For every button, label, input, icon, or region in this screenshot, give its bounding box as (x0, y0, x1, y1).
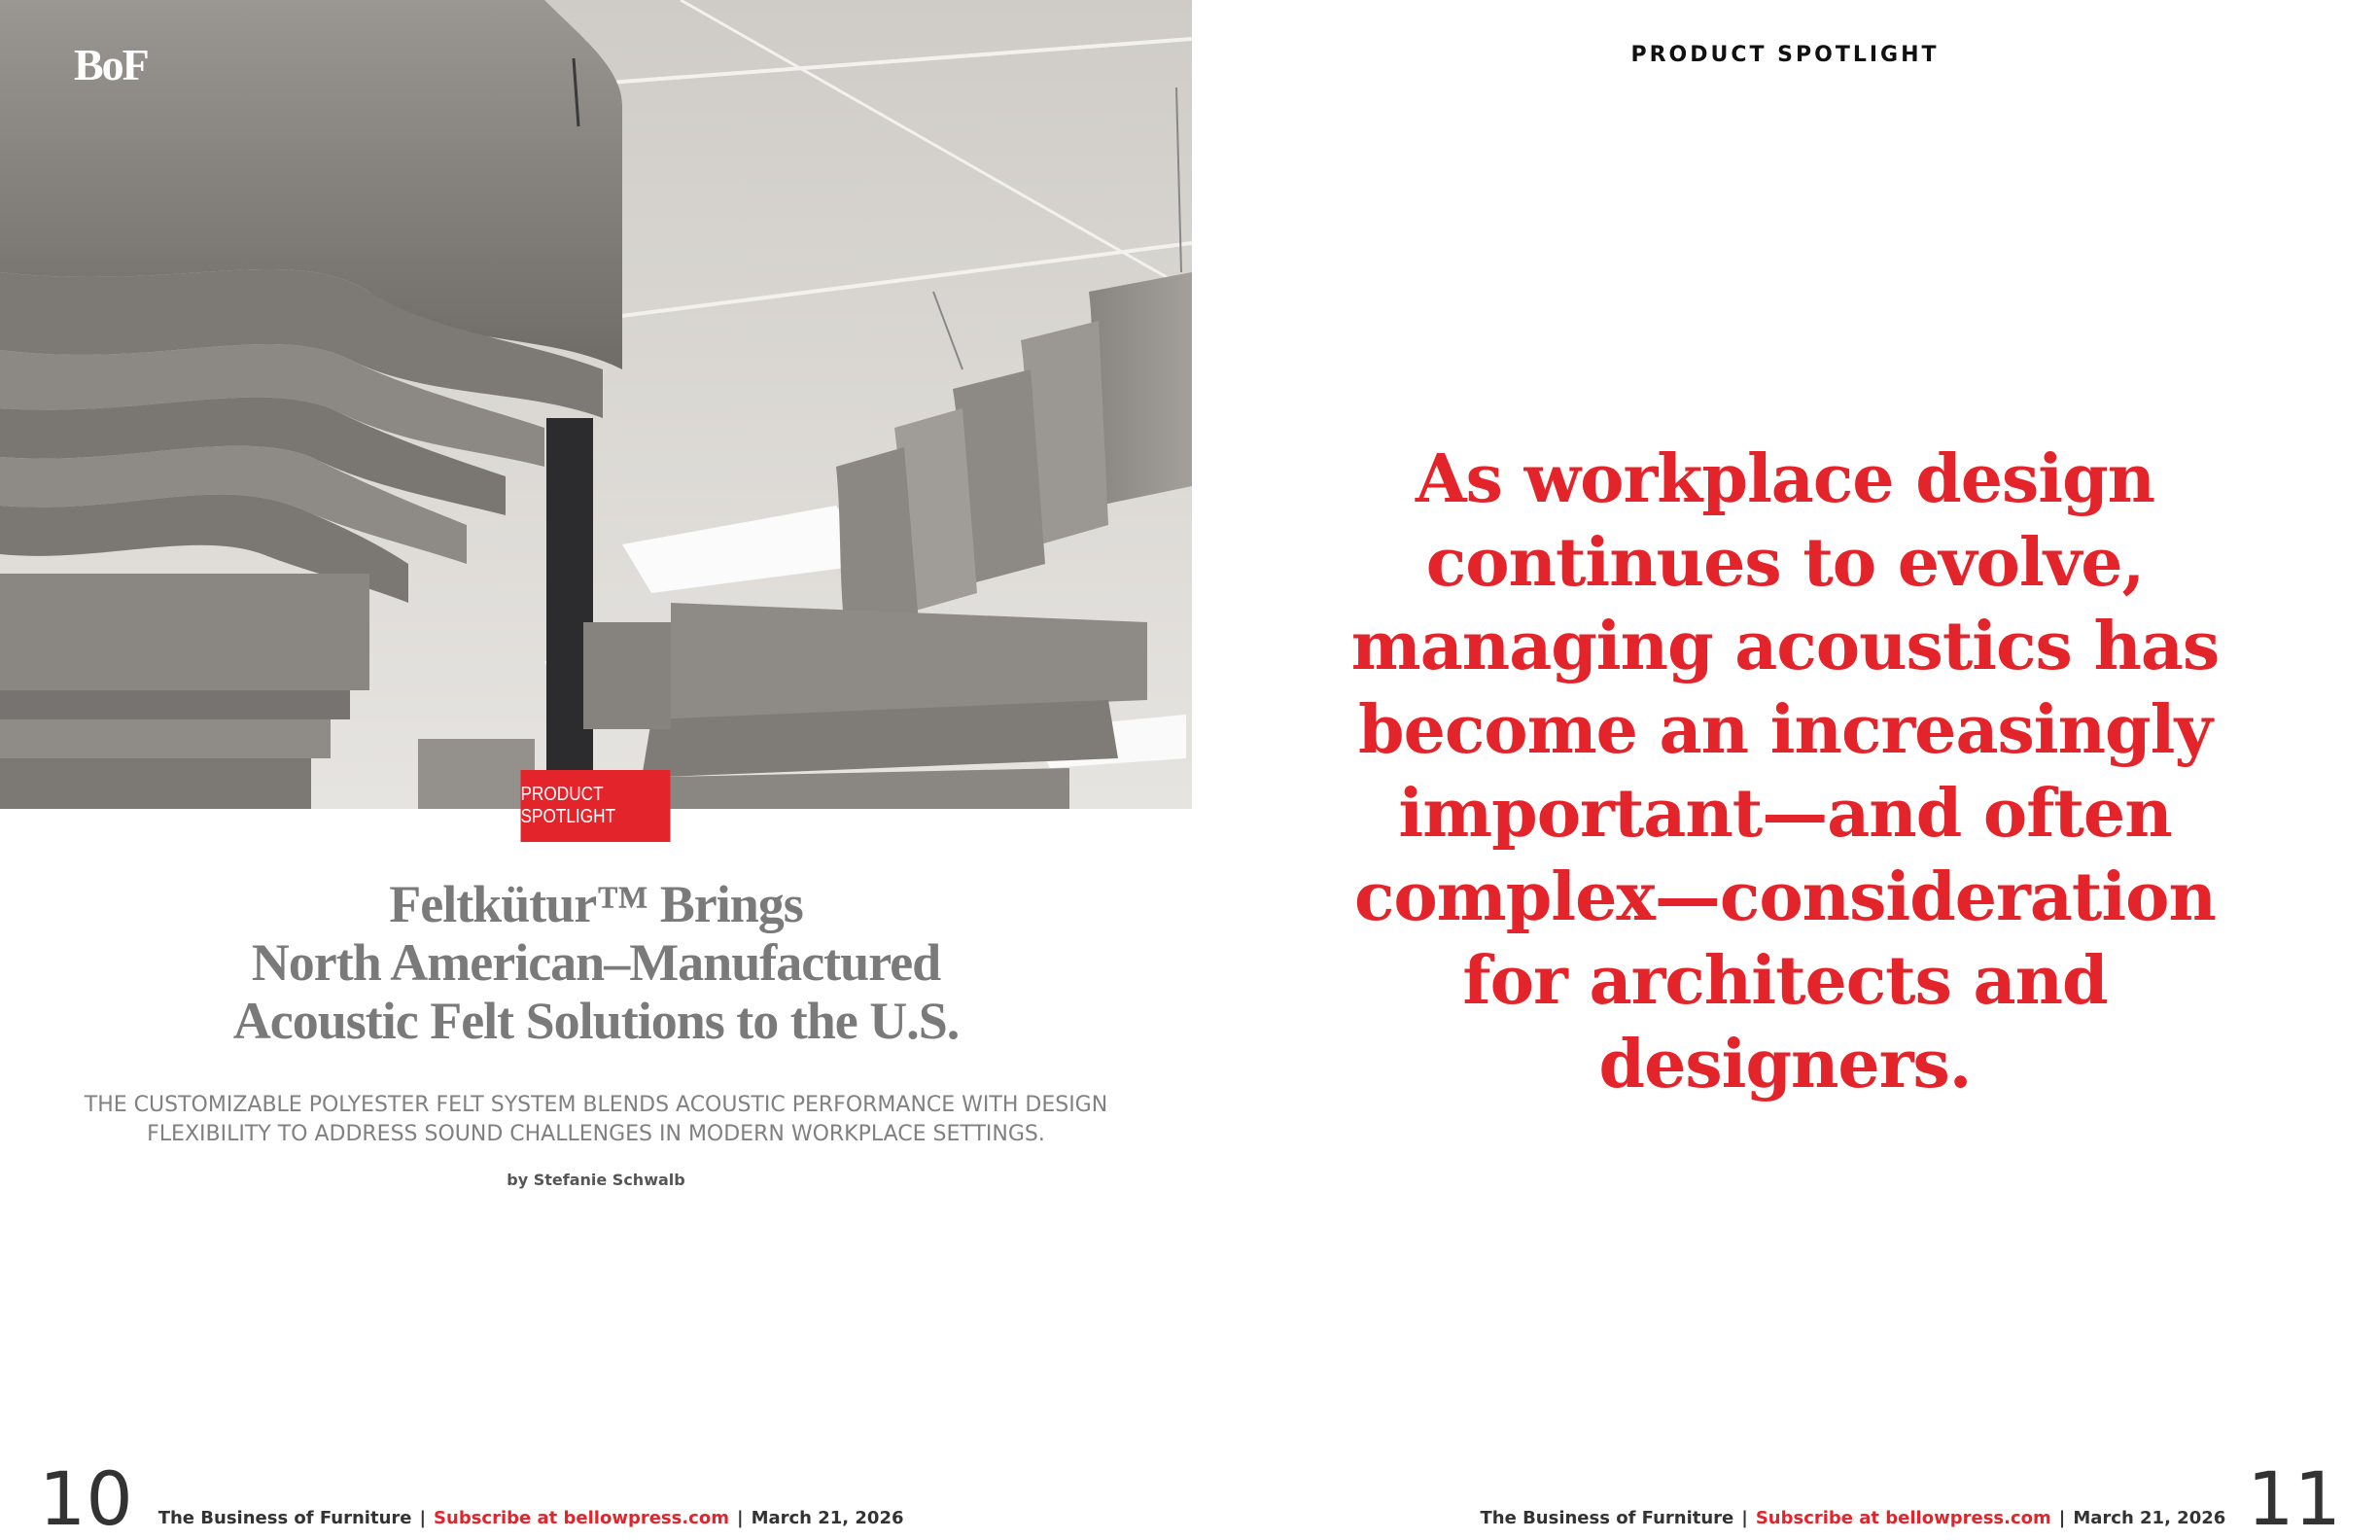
pullquote-line-1: As workplace design (1415, 440, 2155, 518)
issue-date: March 21, 2026 (2073, 1508, 2226, 1528)
acoustic-felt-baffles-photo-icon (0, 0, 1192, 809)
footer-separator: | (736, 1508, 744, 1528)
section-label: PRODUCT SPOTLIGHT (1630, 43, 1940, 67)
byline: by Stefanie Schwalb (507, 1171, 685, 1189)
pullquote-line-8: designers. (1598, 1026, 1972, 1103)
footer-text (158, 1508, 904, 1534)
footer-text (1481, 1508, 2226, 1534)
subscribe-link[interactable]: Subscribe at bellowpress.com (1755, 1508, 2051, 1528)
pull-quote (1268, 438, 2302, 1106)
article-headline (117, 875, 1075, 1050)
product-spotlight-tag: PRODUCT SPOTLIGHT (521, 770, 671, 842)
headline-line-2: North American–Manufactured (251, 933, 941, 992)
footer-separator: | (2058, 1508, 2066, 1528)
article-dek (58, 1091, 1134, 1149)
page-number: 10 (39, 1455, 133, 1540)
pullquote-line-2: continues to evolve, (1425, 524, 2145, 602)
right-page-footer (1480, 1455, 2342, 1540)
issue-date: March 21, 2026 (751, 1508, 904, 1528)
pullquote-line-6: complex—consideration (1354, 858, 2216, 936)
pullquote-line-4: become an increasingly (1358, 691, 2212, 769)
dek-line-2: FLEXIBILITY TO ADDRESS SOUND CHALLENGES IN MODERN WORKPLACE SETTINGS. (147, 1122, 1045, 1146)
right-page (1190, 0, 2380, 1540)
publication-name: The Business of Furniture (1480, 1508, 1734, 1528)
footer-separator: | (419, 1508, 427, 1528)
pullquote-line-7: for architects and (1462, 942, 2108, 1020)
bof-logo[interactable]: BoF (74, 40, 148, 89)
footer-separator: | (1741, 1508, 1748, 1528)
left-page-footer (39, 1455, 904, 1540)
page-number: 11 (2247, 1455, 2341, 1540)
publication-name: The Business of Furniture (158, 1508, 412, 1528)
subscribe-link[interactable]: Subscribe at bellowpress.com (434, 1508, 729, 1528)
pullquote-line-3: managing acoustics has (1350, 608, 2220, 685)
pullquote-line-5: important—and often (1398, 775, 2172, 853)
headline-line-1: Feltkütur™ Brings (389, 875, 803, 933)
headline-line-3: Acoustic Felt Solutions to the U.S. (232, 992, 960, 1050)
hero-photo (0, 0, 1192, 809)
dek-line-1: THE CUSTOMIZABLE POLYESTER FELT SYSTEM BLENDS ACOUSTIC PERFORMANCE WITH DESIGN (84, 1093, 1108, 1117)
